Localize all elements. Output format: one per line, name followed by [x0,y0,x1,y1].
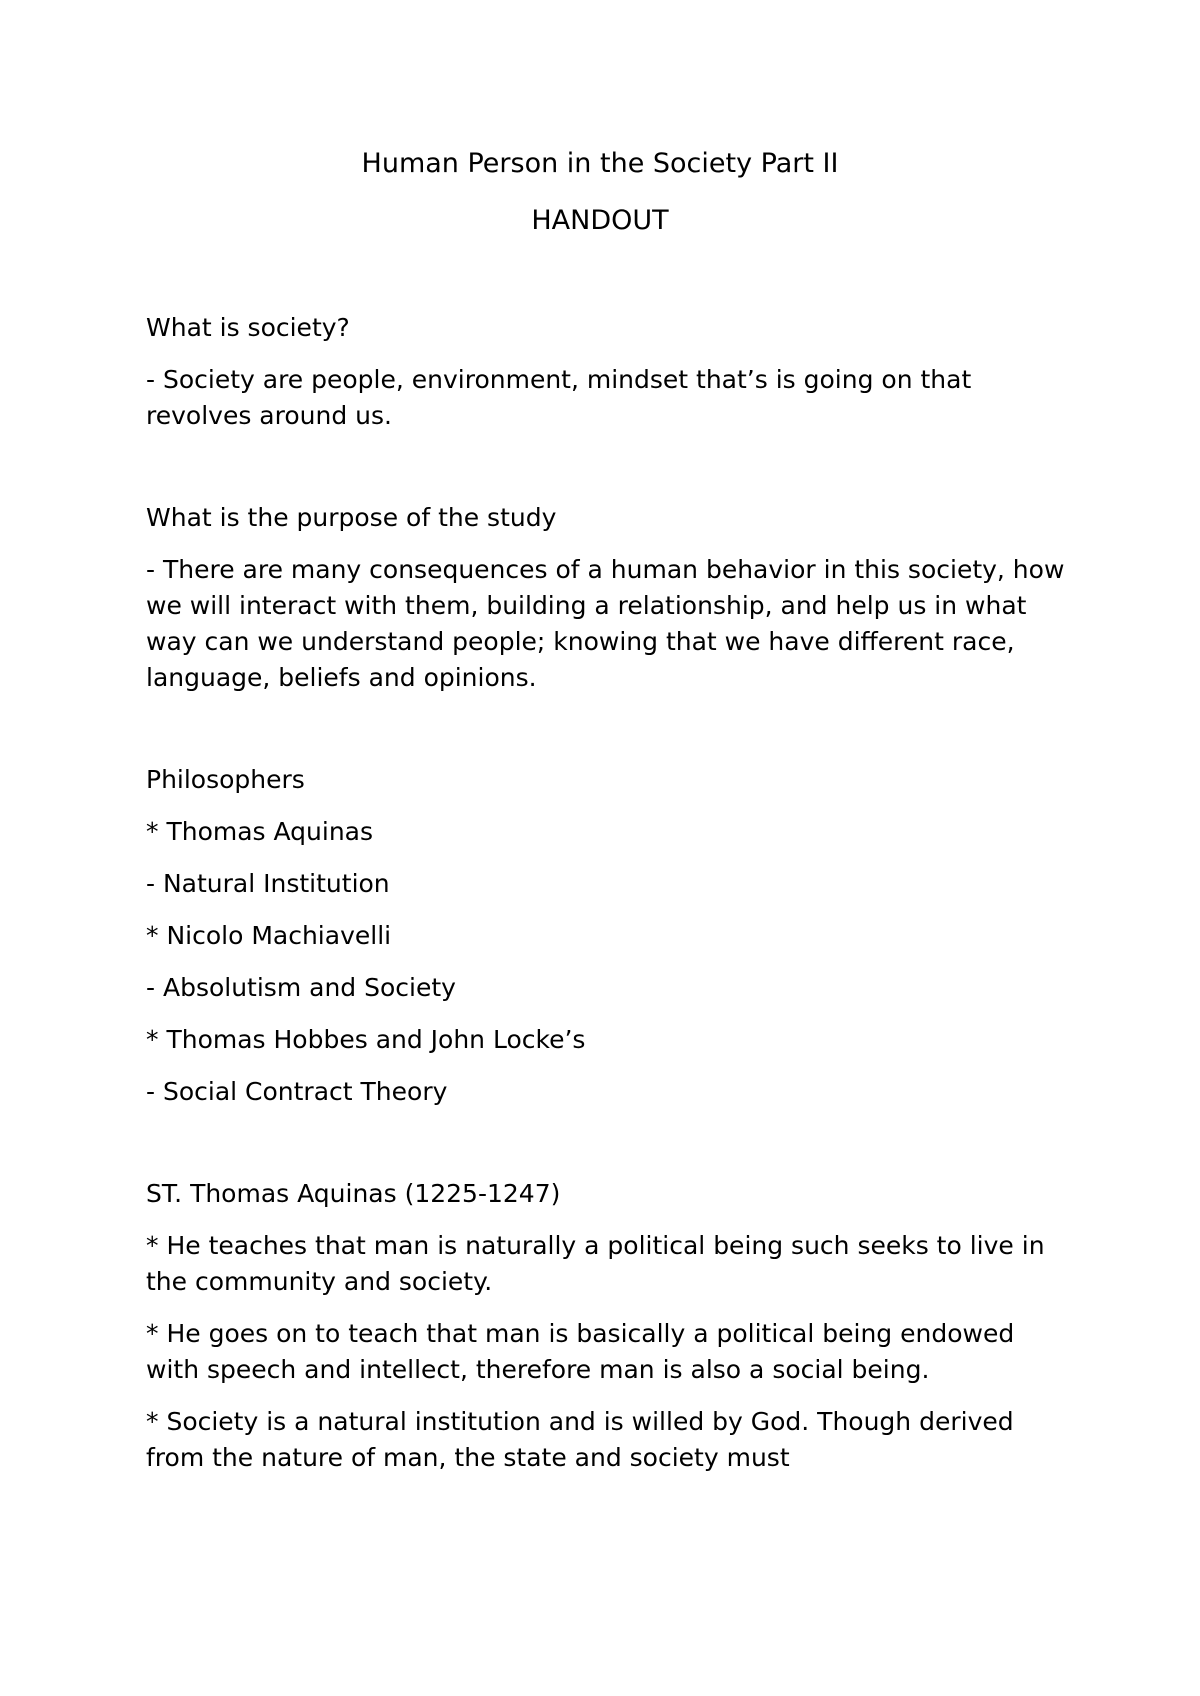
aquinas-point: * He goes on to teach that man is basically a political being endowed with speech and intellect, therefore man is also a social being. [146,1319,1015,1384]
philosopher-theory-item: - Social Contract Theory [146,1077,448,1106]
aquinas-point: * He teaches that man is naturally a political being such seeks to live in the community and society. [146,1231,1045,1296]
document-subtitle: HANDOUT [531,205,669,236]
spacer [146,450,1066,500]
philosopher-theory-item: - Absolutism and Society [146,973,456,1002]
philosopher-item: * Thomas Hobbes and John Locke’s [146,1025,586,1054]
section-heading-philosophers: Philosophers [146,765,305,794]
spacer [146,1126,1066,1176]
section-answer-society: - Society are people, environment, mindset that’s is going on that revolves around us. [146,365,972,430]
aquinas-point: * Society is a natural institution and is willed by God. Though derived from the nature of man, the state and society must [146,1407,1014,1472]
section-heading-aquinas: ST. Thomas Aquinas (1225-1247) [146,1179,561,1208]
section-heading-purpose: What is the purpose of the study [146,503,557,532]
section-heading-society: What is society? [146,313,350,342]
section-answer-purpose: - There are many consequences of a human behavior in this society, how we will interact with them, building a relationship, and help us in what way can we understand people; knowing that we have different race, language, beliefs and opinions. [146,555,1065,692]
document-body [146,310,1066,1492]
philosopher-theory-item: - Natural Institution [146,869,390,898]
philosopher-item: * Nicolo Machiavelli [146,921,392,950]
document-title: Human Person in the Society Part II [361,148,839,179]
philosopher-item: * Thomas Aquinas [146,817,374,846]
spacer [146,712,1066,762]
